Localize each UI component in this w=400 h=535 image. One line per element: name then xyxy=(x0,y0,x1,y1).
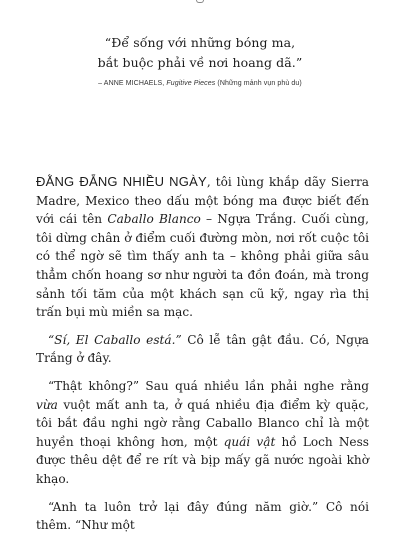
epigraph-line-2: bắt buộc phải về nơi hoang dã.” xyxy=(97,55,303,70)
chapter-body xyxy=(36,173,369,535)
paragraph-4 xyxy=(36,498,369,535)
epigraph-line-1: “Để sống với những bóng ma, xyxy=(104,35,296,50)
paragraph-3-text-c: hồ Loch Ness được thêu dệt để re rít và bịp mấy gã nước ngoài khờ khạo. xyxy=(36,434,370,486)
attribution-translation: (Những mảnh vụn phù du) xyxy=(215,80,302,87)
epigraph xyxy=(0,33,400,87)
lead-in-caps: ĐẰNG ĐẴNG NHIỀU NGÀY xyxy=(36,174,207,189)
paragraph-3 xyxy=(36,377,369,489)
paragraph-1 xyxy=(36,173,369,322)
paragraph-1-text-a: , tôi lùng khắp dãy Sierra Madre, Mexico theo dấu một bóng ma được biết đến với cái tên xyxy=(36,175,369,227)
paragraph-1-text-b: – Ngựa Trắng. Cuối cùng, tôi dừng chân ở điểm cuối đường mòn, nơi rốt cuộc tôi có thể ngờ sẽ tìm thấy anh ta – không phải giữa sâu thẳm chốn hoang sơ như người ta đồn đoán, mà trong sảnh tối tăm của một khách sạn cũ kỹ, ngay rìa thị trấn bụi mù miền sa mạc. xyxy=(36,212,369,320)
paragraph-3-text-b: vuột mất anh ta, ở quá nhiều địa điểm kỳ quặc, tôi bắt đầu nghi ngờ rằng Caballo Blanco chỉ là một huyền thoại không hơn, một xyxy=(36,397,369,449)
paragraph-4-text-a: “Anh ta luôn trở lại đây đúng năm giờ.” Cô nói thêm. “Như một xyxy=(36,499,369,533)
paragraph-3-italic-a: vừa xyxy=(36,397,58,412)
attribution-work-title: Fugitive Pieces xyxy=(166,80,216,87)
paragraph-1-italic-a: Caballo Blanco xyxy=(107,212,201,227)
paragraph-2-italic-a: “Sí, El Caballo está.” xyxy=(48,332,182,347)
paragraph-2 xyxy=(36,331,369,368)
epigraph-attribution xyxy=(0,80,400,87)
attribution-author: – ANNE MICHAELS, xyxy=(98,80,167,87)
paragraph-3-italic-b: quái vật xyxy=(223,434,276,449)
paragraph-2-text-a: Cô lễ tân gật đầu. Có, Ngựa Trắng ở đây. xyxy=(36,332,369,366)
paragraph-3-text-a: “Thật không?” Sau quá nhiều lần phải nghe rằng xyxy=(48,378,369,393)
page-top-mark xyxy=(196,0,204,3)
